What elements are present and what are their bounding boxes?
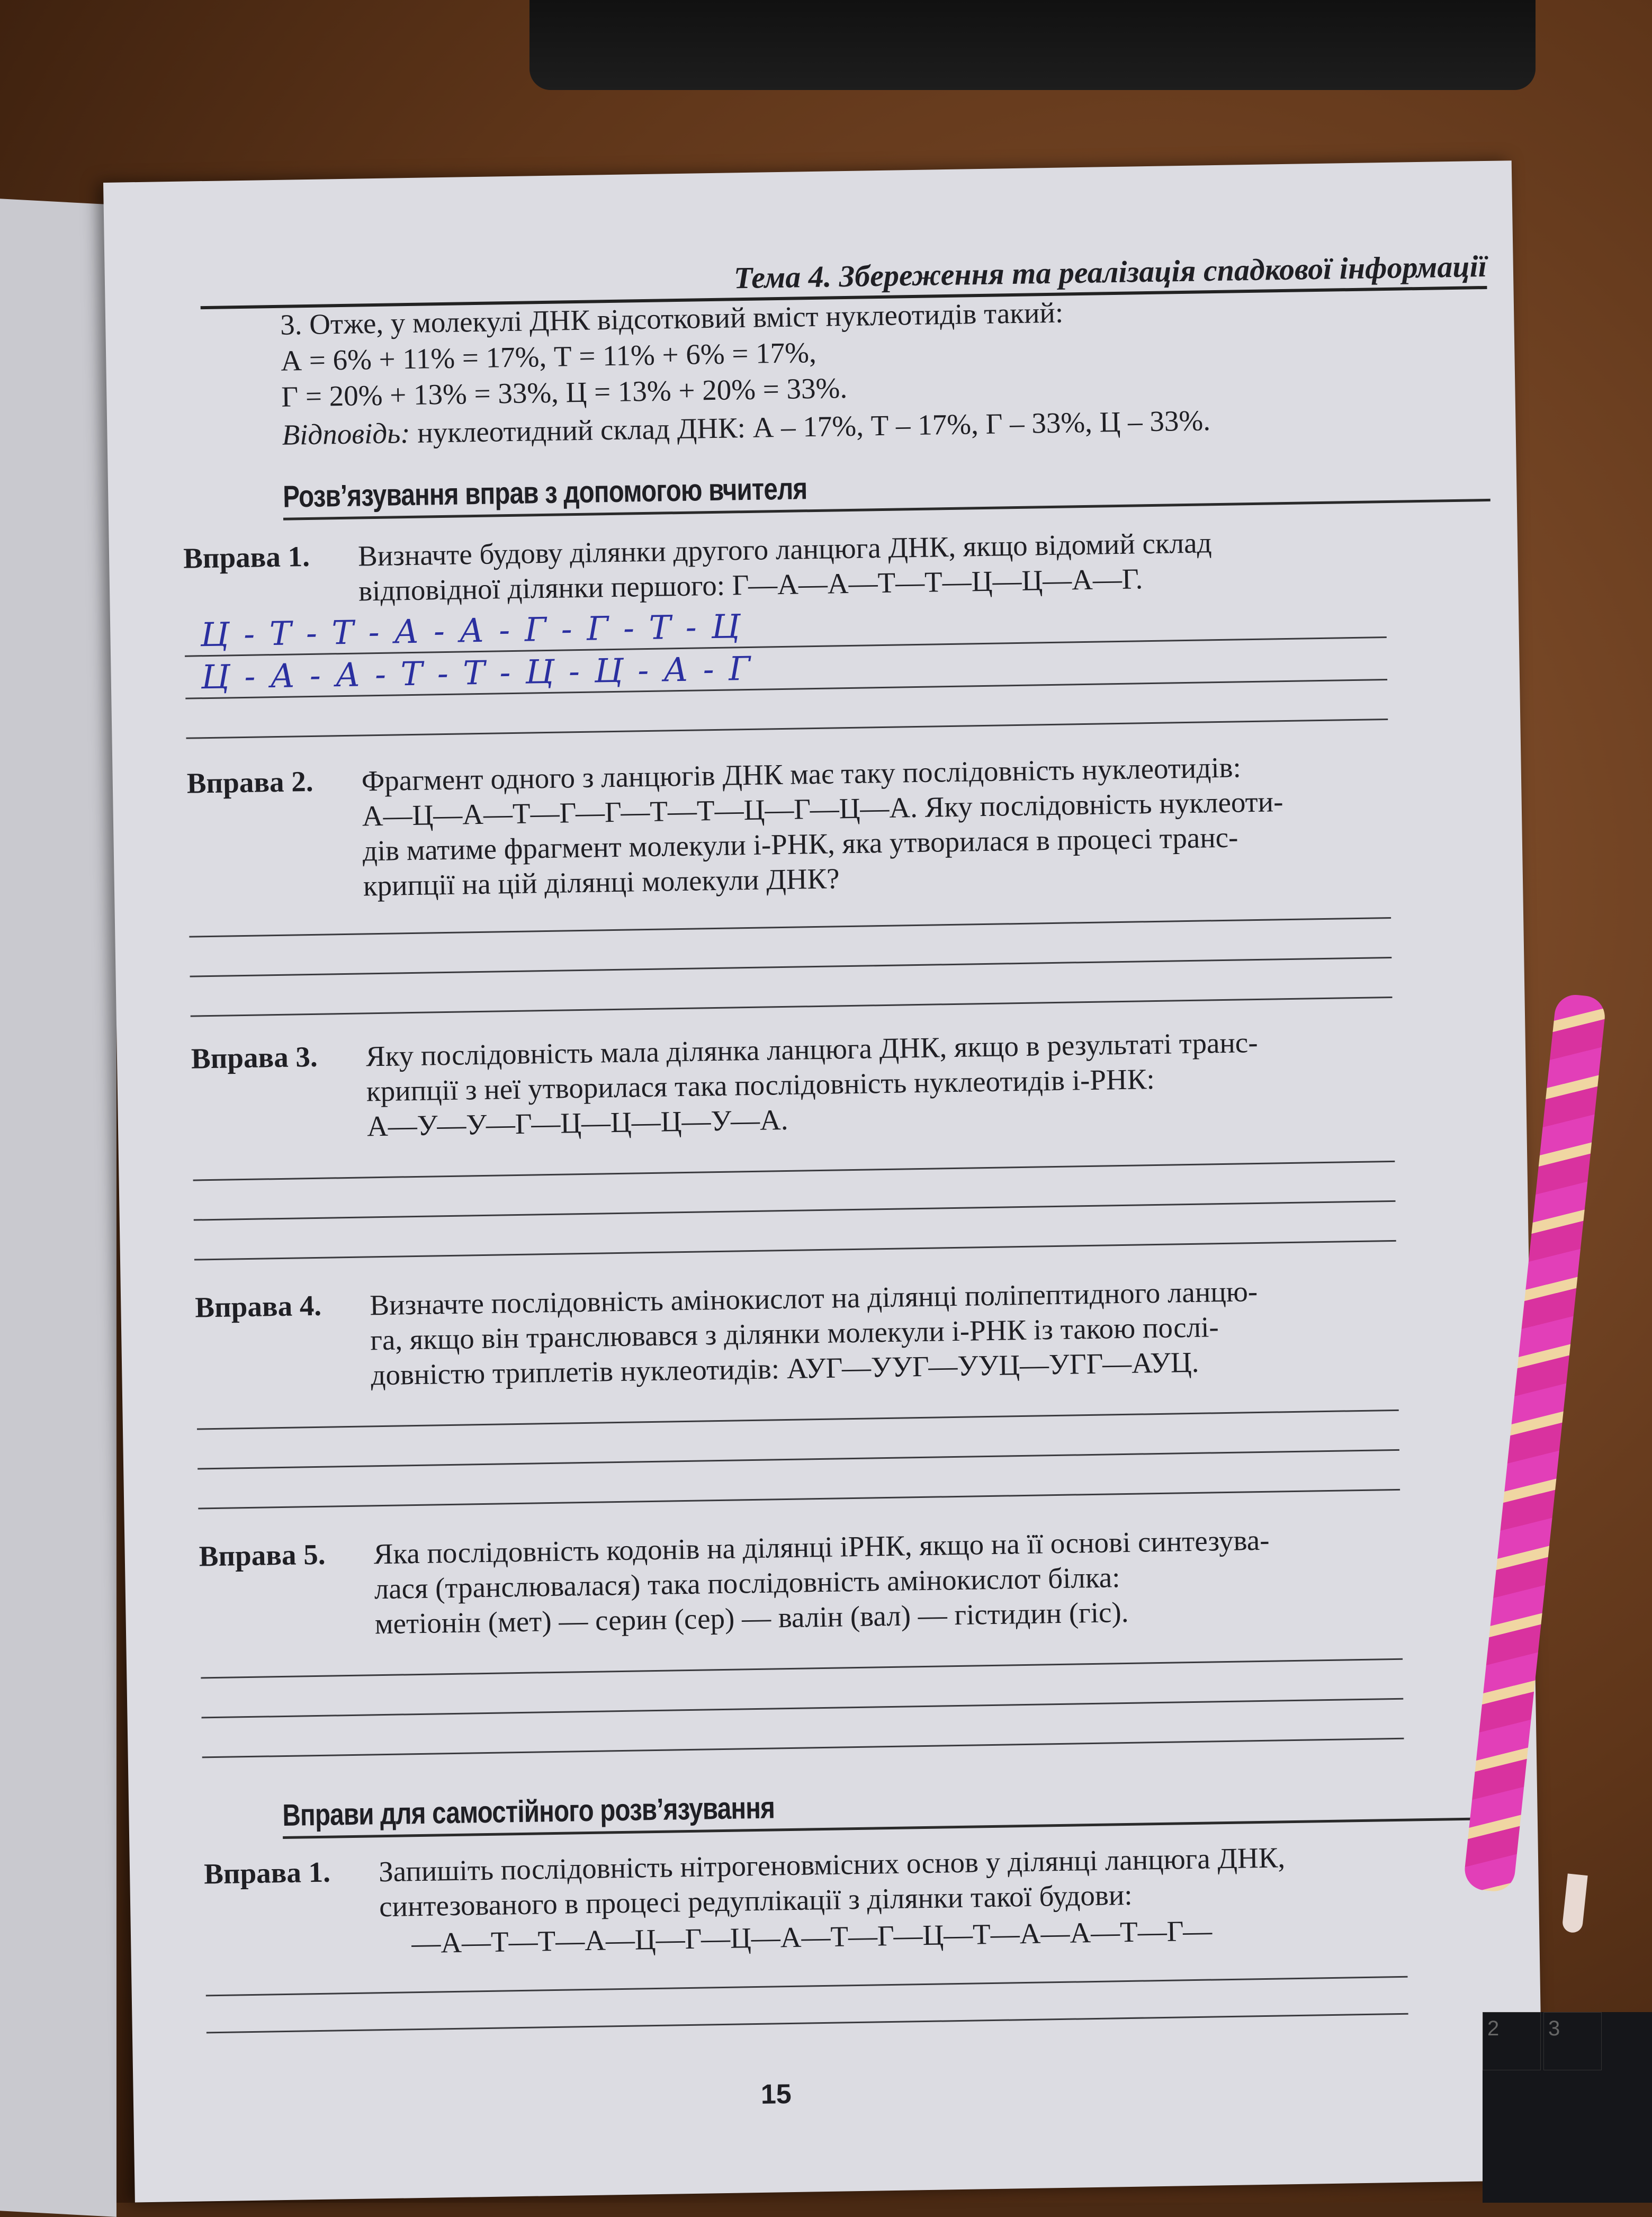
solution-line-2: А = 6% + 11% = 17%, Т = 11% + 6% = 17%, xyxy=(280,336,817,377)
answer-line xyxy=(197,1449,1399,1470)
handwritten-answer-line-2: Ц - А - А - Т - Т - Ц - Ц - А - Г xyxy=(201,649,753,697)
self-exercise-1-label: Вправа 1. xyxy=(203,1855,331,1890)
exercise-1-text xyxy=(358,521,1492,609)
answer-text: нуклеотидний склад ДНК: А – 17%, Т – 17%, Г – 33%, Ц – 33%. xyxy=(417,404,1211,449)
exercise-2-line-4: крипції на цій ділянці молекули ДНК? xyxy=(363,862,840,902)
section-title-teacher: Розв’язування вправ з допомогою вчителя xyxy=(282,471,807,514)
exercise-5-line-1: Яка послідовність кодонів на ділянці іРНК, якщо на її основі синтезува- xyxy=(373,1523,1270,1570)
answer-line xyxy=(206,1976,1408,1997)
exercise-5-label: Вправа 5. xyxy=(199,1538,326,1573)
left-page-edge xyxy=(0,198,116,2217)
exercise-3-line-1: Яку послідовність мала ділянка ланцюга ДНК, якщо в результаті транс- xyxy=(365,1026,1258,1073)
exercise-4-line-1: Визначте послідовність амінокислот на ділянці поліпептидного ланцю- xyxy=(369,1275,1258,1322)
workbook-page xyxy=(103,160,1543,2202)
answer-line xyxy=(202,1698,1404,1719)
handwritten-answer-line-1: Ц - Т - Т - А - А - Г - Г - Т - Ц xyxy=(200,607,743,654)
exercise-3-text xyxy=(365,1021,1500,1144)
exercise-3-line-3: А—У—У—Г—Ц—Ц—Ц—У—А. xyxy=(366,1103,788,1143)
key-3: 3 xyxy=(1543,2012,1602,2070)
exercise-1-label: Вправа 1. xyxy=(183,540,310,575)
answer-line xyxy=(194,1240,1396,1261)
answer-label: Відповідь: xyxy=(282,416,411,451)
exercise-2-line-3: дів матиме фрагмент молекули і-РНК, яка утворилася в процесі транс- xyxy=(362,821,1238,867)
laptop-edge xyxy=(529,0,1536,90)
exercise-5-line-2: лася (транслювалася) така послідовність амінокислот білка: xyxy=(374,1561,1120,1605)
self-exercise-1-line-1: Запишіть послідовність нітрогеновмісних основ у ділянці ланцюга ДНК, xyxy=(378,1841,1286,1888)
exercise-5-text xyxy=(373,1519,1508,1642)
self-exercise-1-text xyxy=(379,1837,1513,1925)
exercise-4-line-2: га, якщо він транслювався з ділянки молекули і-РНК із такою послі- xyxy=(370,1311,1219,1357)
exercise-2-label: Вправа 2. xyxy=(186,765,313,800)
answer-line xyxy=(193,1161,1395,1181)
self-exercise-1-sequence: —А—Т—Т—А—Ц—Г—Ц—А—Т—Г—Ц—Т—А—А—Т—Г— xyxy=(411,1914,1213,1960)
exercise-2-line-1: Фрагмент одного з ланцюгів ДНК має таку послідовність нуклеотидів: xyxy=(361,751,1242,797)
key-2: 2 xyxy=(1483,2012,1541,2070)
answer-line xyxy=(190,957,1392,977)
answer-line xyxy=(201,1658,1403,1679)
exercise-4-line-3: довністю триплетів нуклеотидів: АУГ—УУГ—УУЦ—УГГ—АУЦ. xyxy=(370,1345,1199,1392)
answer-line xyxy=(202,1738,1404,1758)
keyboard-corner xyxy=(1483,2012,1652,2203)
solution-line-3: Г = 20% + 13% = 33%, Ц = 13% + 20% = 33%. xyxy=(281,371,848,413)
section-title-independent: Вправи для самостійного розв’язування xyxy=(282,1790,775,1833)
self-exercise-1-line-2: синтезованого в процесі редуплікації з ділянки такої будови: xyxy=(379,1878,1133,1923)
answer-line xyxy=(194,1200,1396,1221)
exercise-2-text xyxy=(361,746,1496,904)
answer-line xyxy=(206,2013,1408,2034)
answer-line xyxy=(198,1489,1400,1510)
answer-line xyxy=(191,997,1393,1017)
page-number: 15 xyxy=(760,2079,792,2110)
exercise-3-label: Вправа 3. xyxy=(191,1040,318,1075)
exercise-2-line-2: А—Ц—А—Т—Г—Г—Т—Т—Ц—Г—Ц—А. Яку послідовність нуклеоти- xyxy=(362,785,1283,832)
exercise-4-label: Вправа 4. xyxy=(194,1289,322,1324)
exercise-4-text xyxy=(370,1270,1504,1393)
exercise-5-line-3: метіонін (мет) — серин (сер) — валін (вал) — гістидин (гіс). xyxy=(374,1595,1129,1640)
solution-line-1: 3. Отже, у молекулі ДНК відсотковий вміст нуклеотидів такий: xyxy=(280,296,1064,341)
exercise-1-line-1: Визначте будову ділянки другого ланцюга ДНК, якщо відомий склад xyxy=(357,526,1212,572)
answer-line xyxy=(189,917,1391,938)
exercise-3-line-2: крипції з неї утворилася така послідовність нуклеотидів і-РНК: xyxy=(366,1063,1155,1108)
page-header: Тема 4. Збереження та реалізація спадкової інформації xyxy=(200,248,1487,309)
answer-line xyxy=(197,1410,1399,1430)
answer-line xyxy=(186,719,1388,739)
exercise-1-line-2: відповідної ділянки першого: Г—А—А—Т—Т—Ц—Ц—А—Г. xyxy=(358,562,1143,607)
